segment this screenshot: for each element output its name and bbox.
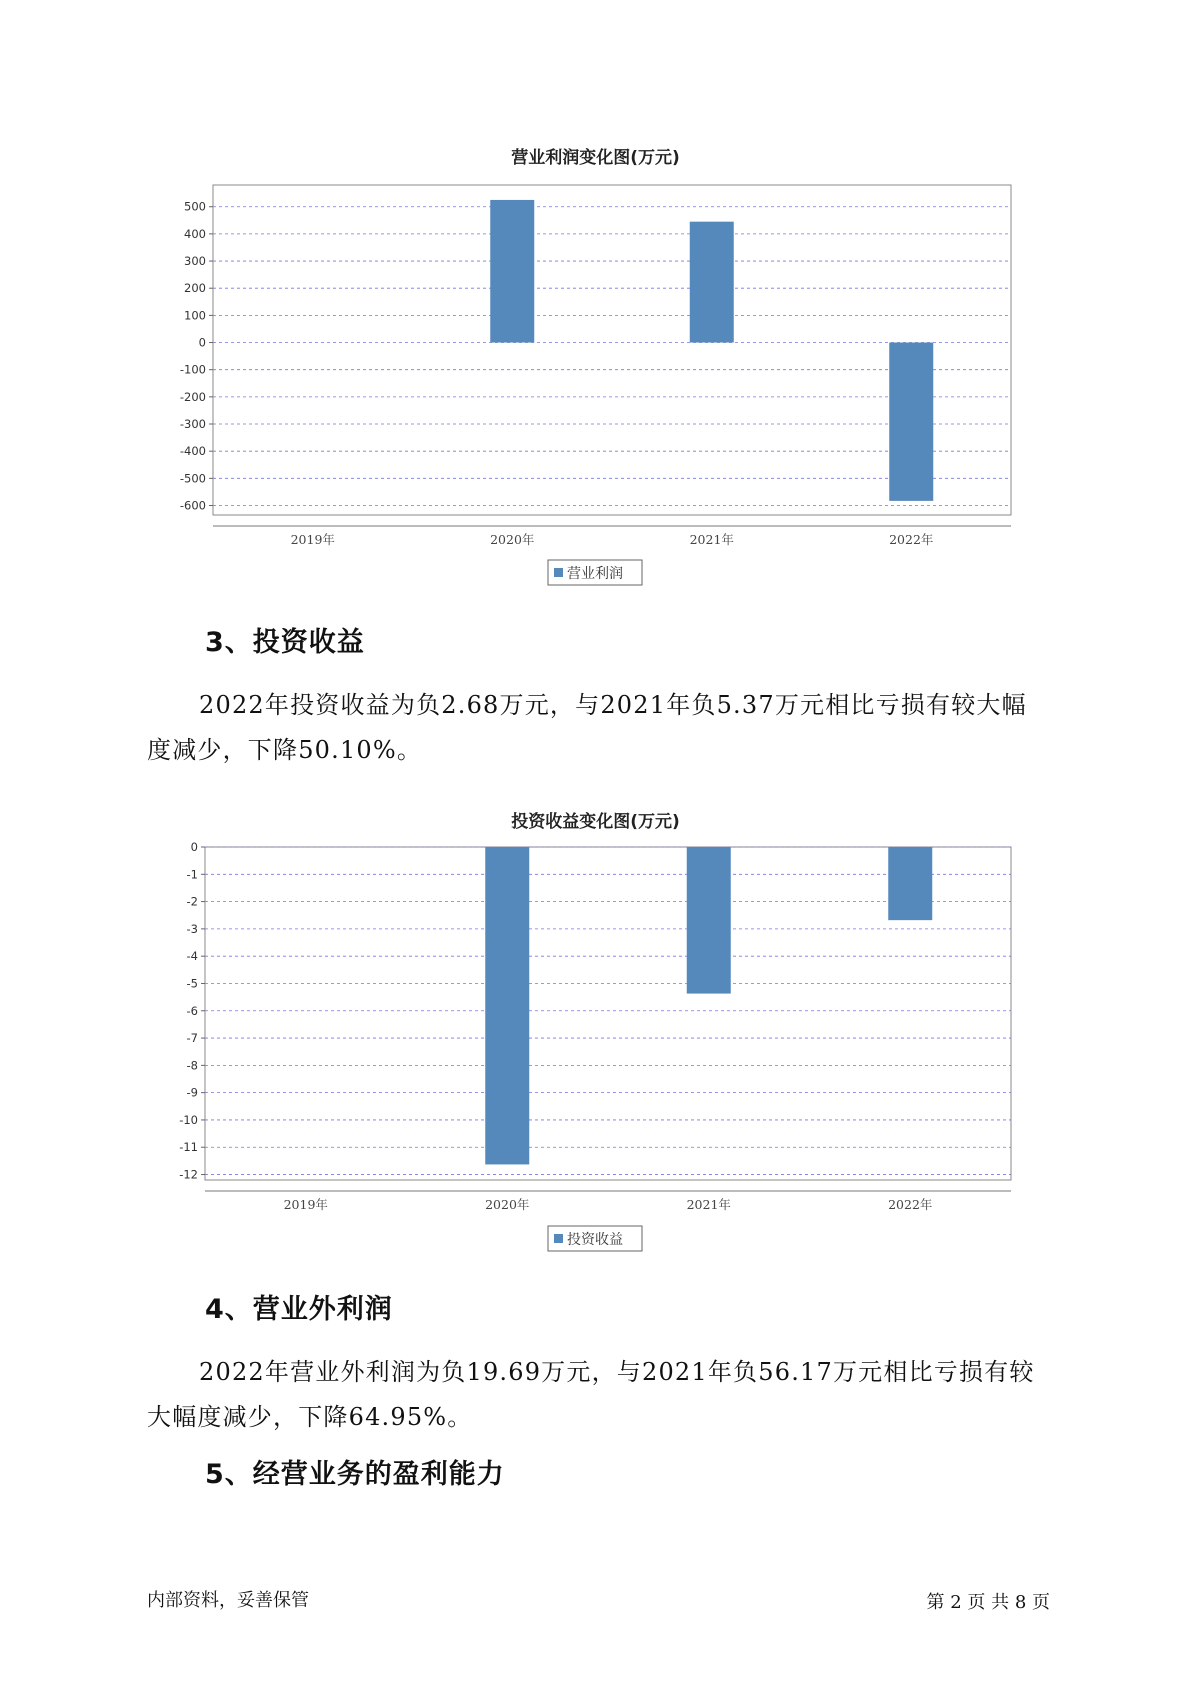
section-3-heading: 3、投资收益: [205, 627, 365, 658]
y-tick-label: 100: [184, 308, 206, 323]
y-tick-label: -500: [179, 471, 206, 486]
y-tick-label: -600: [179, 498, 206, 513]
y-tick-label: -2: [186, 894, 198, 909]
y-tick-label: 400: [184, 226, 206, 241]
y-tick-label: -100: [179, 362, 206, 377]
footer-page-number: 第 2 页 共 8 页: [926, 1592, 1050, 1613]
section-3-text: 2022年投资收益为负2.68万元，与2021年负5.37万元相比亏损有较大幅度减少，下降50.10%。: [147, 691, 1027, 764]
operating-profit-chart: [0, 170, 1191, 590]
category-label: 2022年: [888, 1197, 933, 1212]
category-label: 2020年: [485, 1197, 530, 1212]
footer-confidential-note: 内部资料，妥善保管: [147, 1590, 309, 1611]
y-tick-label: -6: [186, 1003, 198, 1018]
bar-2022年: [889, 343, 933, 501]
y-tick-label: -1: [186, 867, 198, 882]
y-tick-label: -300: [179, 417, 206, 432]
bar-2021年: [687, 847, 731, 994]
y-tick-label: -3: [186, 921, 198, 936]
legend-swatch: [554, 1234, 563, 1243]
chart-1-title: 营业利润变化图(万元): [511, 148, 680, 168]
section-5-heading: 5、经营业务的盈利能力: [205, 1459, 505, 1490]
y-tick-label: -5: [186, 976, 198, 991]
category-label: 2021年: [689, 532, 734, 547]
section-4-paragraph: [147, 1350, 1047, 1440]
category-label: 2021年: [686, 1197, 731, 1212]
bar-2022年: [888, 847, 932, 920]
section-4-text: 2022年营业外利润为负19.69万元，与2021年负56.17万元相比亏损有较大幅度减少，下降64.95%。: [147, 1358, 1035, 1431]
y-tick-label: -12: [179, 1167, 198, 1182]
section-4-heading: 4、营业外利润: [205, 1294, 393, 1325]
y-tick-label: -4: [186, 949, 198, 964]
y-tick-label: -8: [186, 1058, 198, 1073]
y-tick-label: 200: [184, 281, 206, 296]
bar-2020年: [490, 200, 534, 343]
y-tick-label: 500: [184, 199, 206, 214]
category-label: 2019年: [290, 532, 335, 547]
bar-2021年: [690, 222, 734, 343]
y-tick-label: -200: [179, 389, 206, 404]
category-label: 2020年: [490, 532, 535, 547]
y-tick-label: -11: [179, 1140, 198, 1155]
y-tick-label: -9: [186, 1085, 198, 1100]
y-tick-label: 0: [198, 335, 206, 350]
legend-label: 投资收益: [567, 1232, 623, 1248]
bar-2020年: [485, 847, 529, 1164]
section-3-paragraph: [147, 683, 1047, 773]
y-tick-label: 0: [190, 840, 198, 854]
legend-swatch: [554, 568, 563, 577]
y-tick-label: -7: [186, 1031, 198, 1046]
y-tick-label: 300: [184, 254, 206, 269]
y-tick-label: -400: [179, 444, 206, 459]
y-tick-label: -10: [179, 1112, 198, 1127]
legend-label: 营业利润: [567, 566, 623, 582]
chart-2-title: 投资收益变化图(万元): [511, 812, 680, 832]
investment-income-chart: [0, 838, 1191, 1258]
category-label: 2022年: [889, 532, 934, 547]
category-label: 2019年: [283, 1197, 328, 1212]
